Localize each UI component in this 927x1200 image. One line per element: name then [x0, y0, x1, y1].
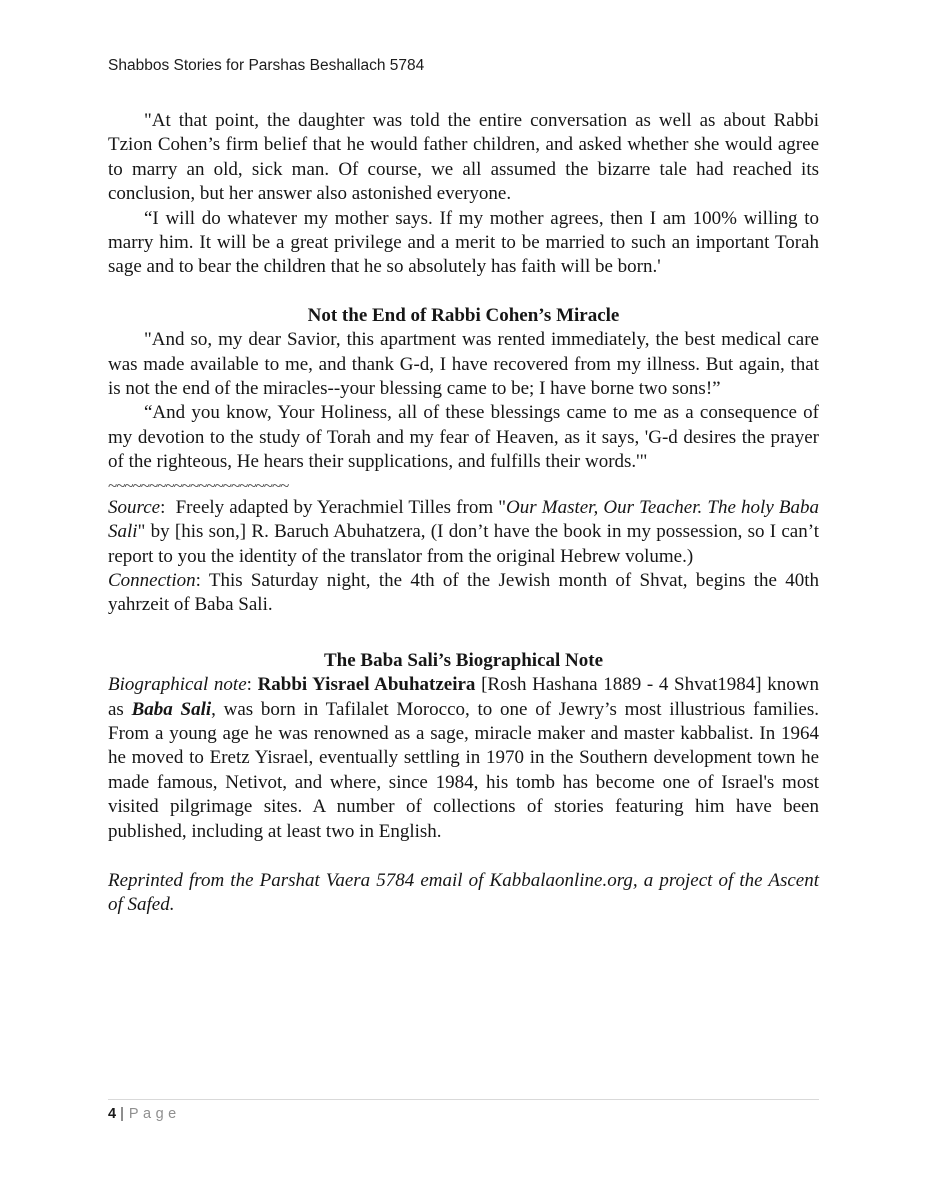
page-header [108, 56, 819, 76]
source-label: Source [108, 496, 161, 518]
connection-label: Connection [108, 569, 196, 591]
section-heading-not-the-end: Not the End of Rabbi Cohen’s Miracle [307, 304, 620, 326]
footer-rule [108, 1099, 819, 1100]
page-number: 4 [108, 1106, 117, 1122]
tilde-divider: ~~~~~~~~~~~~~~~~~~~~~~ [108, 475, 289, 495]
story-paragraph-apartment-rented: "And so, my dear Savior, this apartment was rented immediately, the best medical care was made available to me, and thank G-d, I have recovered from my illness. But again, that is not the end of the miracles--your blessing came to be; I have borne two sons!” [108, 329, 819, 400]
reprint-note: Reprinted from the Parshat Vaera 5784 email of Kabbalaonline.org, a project of the Ascent of Safed. [108, 869, 819, 916]
page-footer [108, 1099, 819, 1123]
bio-rabbi-name: Rabbi Yisrael Abuhatzeira [257, 674, 476, 696]
story-paragraph-daughter-told: "At that point, the daughter was told the entire conversation as well as about Rabbi Tzion Cohen’s firm belief that he would father children, and asked whether she would agree to marry an old, sick man. Of course, we all assumed the bizarre tale had reached its conclusion, but her answer also astonished everyone. [108, 110, 819, 205]
header-title: Shabbos Stories for Parshas Beshallach 5784 [108, 57, 425, 74]
bio-nickname: Baba Sali [131, 698, 212, 720]
section-heading-biographical-note: The Baba Sali’s Biographical Note [323, 649, 604, 671]
source-text-continued: " by [his son,] R. Baruch Abuhatzera, (I don’t have the book in my possession, so I can’t report to you the identity of the translator from the original Hebrew volume.) [108, 521, 819, 567]
footer-page-label: Page [128, 1106, 181, 1122]
bio-text: [Rosh Hashana 1889 - 4 Shvat1984] known as [108, 674, 819, 720]
footer-text [108, 1105, 819, 1123]
footer-separator: | [120, 1106, 124, 1122]
bio-label: Biographical note [108, 674, 247, 696]
source-text: : Freely adapted by Yerachmiel Tilles from " [160, 496, 506, 518]
source-paragraph [108, 496, 819, 569]
story-paragraph-blessings: “And you know, Your Holiness, all of these blessings came to me as a consequence of my devotion to the study of Torah and my fear of Heaven, as it says, 'G-d desires the prayer of the righteous, He hears their supplications, and fulfills their words.'" [108, 402, 819, 473]
bio-paragraph [108, 673, 819, 844]
bio-text-continued: , was born in Tafilalet Morocco, to one of Jewry’s most illustrious families. From a young age he was renowned as a sage, miracle maker and master kabbalist. In 1964 he moved to Eretz Yisrael, eventually settling in 1970 in the Southern development town he made famous, Netivot, and where, since 1984, his tomb has become one of Israel's most visited pilgrimage sites. A number of collections of stories featuring him have been published, including at least two in English. [108, 698, 819, 842]
story-paragraph-daughter-answer: “I will do whatever my mother says. If my mother agrees, then I am 100% willing to marry him. It will be a great privilege and a merit to be married to such an important Torah sage and to bear the children that he so absolutely has faith will be born.' [108, 207, 819, 278]
document-body [108, 109, 819, 918]
bio-colon: : [246, 674, 258, 696]
connection-text: : This Saturday night, the 4th of the Jewish month of Shvat, begins the 40th yahrzeit of Baba Sali. [108, 569, 819, 616]
book-title: Our Master, Our Teacher. The holy Baba Sali [108, 496, 819, 543]
connection-paragraph [108, 569, 819, 618]
